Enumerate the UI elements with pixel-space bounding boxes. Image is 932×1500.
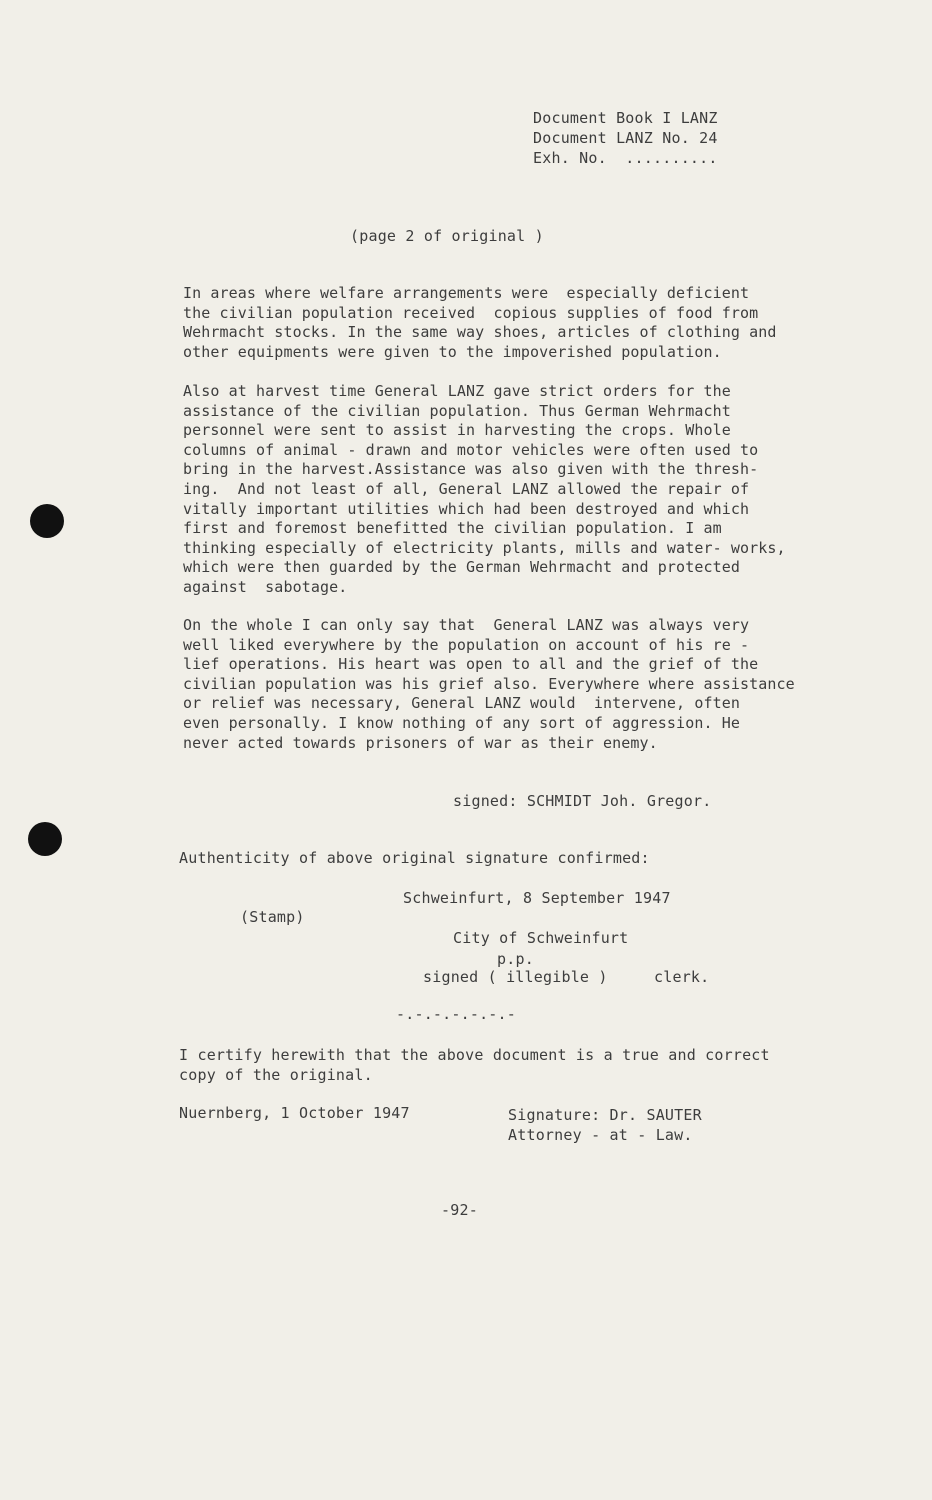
- header-document-number: Document LANZ No. 24: [533, 129, 718, 147]
- certification-line-1: I certify herewith that the above document is a true and correct: [179, 1046, 770, 1064]
- authenticity-signed: signed ( illegible ): [423, 968, 608, 986]
- certification-title: Attorney - at - Law.: [508, 1126, 693, 1144]
- paragraph-welfare: In areas where welfare arrangements were especially deficient the civilian population received copious supplies of food from Wehrmacht stocks. In the same way shoes, articles of clothing and other equipments were given to the impoverished population.: [183, 284, 777, 361]
- paragraph-harvest: Also at harvest time General LANZ gave strict orders for the assistance of the civilian population. Thus German Wehrmacht personnel were sent to assist in harvesting the crops. Whole columns of animal - drawn and motor vehicles were often used to bring in the harvest.Assistance was also given with the thresh- ing. And not least of all, General LANZ allowed the repair of vitally important utilities which had been destroyed and which first and foremost benefitted the civilian population. I am thinking especially of electricity plants, mills and water- works, which were then guarded by the German Wehrmacht and protected against sabotage.: [183, 382, 786, 596]
- certification-place-date: Nuernberg, 1 October 1947: [179, 1104, 410, 1122]
- punch-hole-top: [30, 504, 64, 538]
- punch-hole-bottom: [28, 822, 62, 856]
- page-number: -92-: [441, 1201, 478, 1219]
- separator: -.-.-.-.-.-.-: [396, 1005, 516, 1023]
- certification-line-2: copy of the original.: [179, 1066, 373, 1084]
- certification-signature: Signature: Dr. SAUTER: [508, 1106, 702, 1124]
- authenticity-title: Authenticity of above original signature confirmed:: [179, 849, 650, 867]
- authenticity-place-date: Schweinfurt, 8 September 1947: [403, 889, 671, 907]
- paragraph-summary: On the whole I can only say that General LANZ was always very well liked everywhere by the population on account of his re - lief operations. His heart was open to all and the grief of the civilian population was his grief also. Everywhere where assistance or relief was necessary, General LANZ would intervene, often even personally. I know nothing of any sort of aggression. He never acted towards prisoners of war as their enemy.: [183, 616, 795, 752]
- header-document-book: Document Book I LANZ: [533, 109, 718, 127]
- stamp-label: (Stamp): [240, 908, 305, 926]
- header-exhibit-number: Exh. No. ..........: [533, 149, 718, 167]
- authenticity-pp: p.p.: [497, 950, 534, 968]
- authenticity-city: City of Schweinfurt: [453, 929, 629, 947]
- page-note: (page 2 of original ): [350, 227, 544, 245]
- signed-line: signed: SCHMIDT Joh. Gregor.: [453, 792, 712, 810]
- authenticity-role: clerk.: [654, 968, 710, 986]
